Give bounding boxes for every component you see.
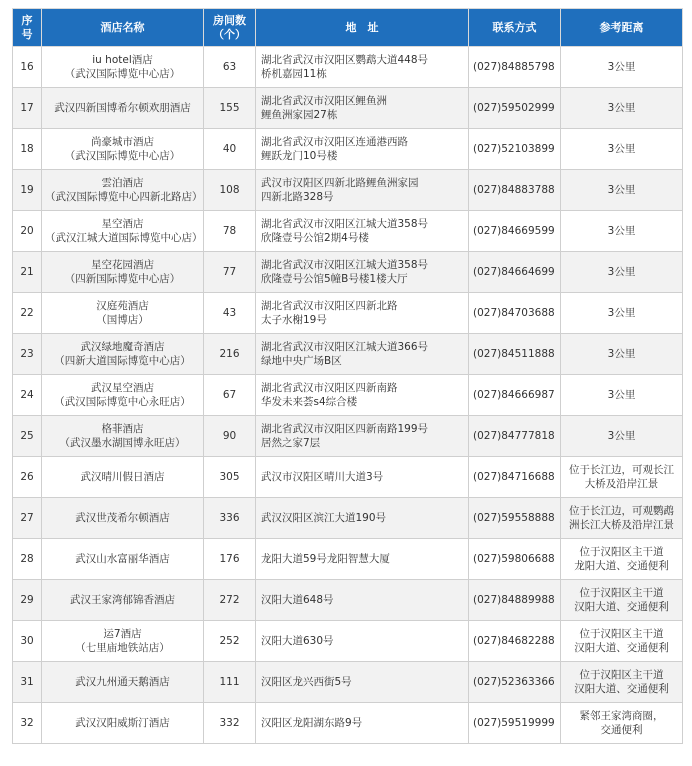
row-number-cell: 31 [13, 662, 42, 703]
room-count-cell: 40 [204, 129, 256, 170]
room-count-cell: 272 [204, 580, 256, 621]
row-number-cell: 20 [13, 211, 42, 252]
row-number-cell: 18 [13, 129, 42, 170]
hotel-name-cell [42, 293, 204, 334]
hotel-name-line: 星空酒店 [101, 218, 144, 230]
phone-cell: (027)84883788 [469, 170, 561, 211]
row-number-cell: 16 [13, 47, 42, 88]
distance-line: 紧邻王家湾商圈， [579, 710, 664, 722]
distance-cell [561, 621, 683, 662]
table-row [13, 129, 683, 170]
table-row [13, 580, 683, 621]
address-line: 湖北省武汉市汉阳区江城大道366号 [261, 341, 429, 353]
address-line: 居然之家7层 [261, 437, 321, 449]
hotel-name-cell [42, 457, 204, 498]
address-cell [256, 334, 469, 375]
address-line: 武汉市汉阳区四新北路鲤鱼洲家园 [261, 177, 419, 189]
header-address: 地 址 [256, 9, 469, 47]
hotel-name-cell [42, 170, 204, 211]
distance-cell [561, 170, 683, 211]
room-count-cell: 216 [204, 334, 256, 375]
row-number-cell: 19 [13, 170, 42, 211]
address-cell [256, 539, 469, 580]
distance-cell [561, 457, 683, 498]
table-row [13, 47, 683, 88]
phone-cell: (027)84703688 [469, 293, 561, 334]
row-number-cell: 24 [13, 375, 42, 416]
distance-cell [561, 580, 683, 621]
hotel-name-cell [42, 662, 204, 703]
room-count-cell: 43 [204, 293, 256, 334]
hotel-name-line: （武汉国际博览中心店） [64, 68, 181, 80]
address-line: 绿地中央广场B区 [261, 355, 342, 367]
hotel-name-line: 武汉汉阳威斯汀酒店 [75, 717, 170, 729]
table-row [13, 703, 683, 744]
distance-line: 位于长江边，可观鹦鹉 [569, 505, 674, 517]
distance-line: 位于汉阳区主干道 [579, 669, 664, 681]
address-line: 鲤鱼洲家园27栋 [261, 109, 338, 121]
hotel-name-line: 汉庭苑酒店 [96, 300, 149, 312]
address-cell [256, 252, 469, 293]
address-line: 四新北路328号 [261, 191, 334, 203]
distance-line: 3公里 [607, 225, 636, 237]
distance-cell [561, 252, 683, 293]
distance-line: 3公里 [607, 143, 636, 155]
room-count-cell: 77 [204, 252, 256, 293]
header-no: 序 号 [13, 9, 42, 47]
distance-line: 位于汉阳区主干道 [579, 628, 664, 640]
room-count-cell: 67 [204, 375, 256, 416]
hotel-name-line: （武汉国际博览中心永旺店） [54, 396, 191, 408]
hotel-name-line: iu hotel酒店 [92, 54, 153, 66]
phone-cell: (027)84666987 [469, 375, 561, 416]
table-row [13, 539, 683, 580]
address-line: 湖北省武汉市汉阳区江城大道358号 [261, 218, 429, 230]
hotel-name-line: （国博店） [96, 314, 149, 326]
hotel-name-cell [42, 621, 204, 662]
row-number-cell: 25 [13, 416, 42, 457]
hotel-name-line: （四新国际博览中心店） [64, 273, 181, 285]
hotel-name-line: 武汉晴川假日酒店 [80, 471, 165, 483]
hotel-name-line: 星空花园酒店 [91, 259, 154, 271]
room-count-cell: 336 [204, 498, 256, 539]
distance-line: 位于汉阳区主干道 [579, 587, 664, 599]
address-line: 汉阳大道648号 [261, 594, 334, 606]
distance-line: 交通便利 [600, 724, 643, 736]
distance-line: 3公里 [607, 266, 636, 278]
table-header-row [13, 9, 683, 47]
address-line: 湖北省武汉市汉阳区四新南路 [261, 382, 398, 394]
row-number-cell: 21 [13, 252, 42, 293]
distance-line: 3公里 [607, 348, 636, 360]
hotel-name-line: 武汉四新国博希尔顿欢朋酒店 [54, 102, 191, 114]
address-line: 欣隆壹号公馆5幢B号楼1楼大厅 [261, 273, 408, 285]
hotel-name-line: 运7酒店 [103, 628, 142, 640]
row-number-cell: 22 [13, 293, 42, 334]
hotel-name-cell [42, 47, 204, 88]
hotel-name-cell [42, 334, 204, 375]
distance-cell [561, 375, 683, 416]
table-row [13, 211, 683, 252]
distance-line: 龙阳大道、交通便利 [574, 560, 669, 572]
address-cell [256, 621, 469, 662]
distance-cell [561, 662, 683, 703]
table-row [13, 621, 683, 662]
hotel-name-cell [42, 539, 204, 580]
address-line: 湖北省武汉市汉阳区连通港西路 [261, 136, 408, 148]
phone-cell: (027)84889988 [469, 580, 561, 621]
distance-cell [561, 539, 683, 580]
table-row [13, 88, 683, 129]
address-cell [256, 129, 469, 170]
room-count-cell: 78 [204, 211, 256, 252]
address-cell [256, 662, 469, 703]
distance-cell [561, 416, 683, 457]
distance-cell [561, 88, 683, 129]
room-count-cell: 155 [204, 88, 256, 129]
hotel-name-cell [42, 416, 204, 457]
address-line: 汉阳大道630号 [261, 635, 334, 647]
phone-cell: (027)84777818 [469, 416, 561, 457]
header-contact: 联系方式 [469, 9, 561, 47]
table-body [13, 47, 683, 744]
room-count-cell: 90 [204, 416, 256, 457]
distance-line: 位于汉阳区主干道 [579, 546, 664, 558]
address-cell [256, 211, 469, 252]
hotel-name-line: 武汉世茂希尔顿酒店 [75, 512, 170, 524]
phone-cell: (027)59806688 [469, 539, 561, 580]
hotel-name-line: （武汉墨水湖国博永旺店） [59, 437, 186, 449]
hotel-name-cell [42, 703, 204, 744]
phone-cell: (027)84511888 [469, 334, 561, 375]
table-row [13, 457, 683, 498]
distance-line: 汉阳大道、交通便利 [574, 683, 669, 695]
distance-cell [561, 47, 683, 88]
hotel-name-line: 武汉星空酒店 [91, 382, 154, 394]
distance-line: 3公里 [607, 307, 636, 319]
table-row [13, 498, 683, 539]
distance-line: 3公里 [607, 102, 636, 114]
hotel-name-line: 武汉山水富丽华酒店 [75, 553, 170, 565]
table-row [13, 252, 683, 293]
address-cell [256, 293, 469, 334]
address-line: 武汉市汉阳区晴川大道3号 [261, 471, 384, 483]
hotel-name-line: （四新大道国际博览中心店） [54, 355, 191, 367]
distance-line: 汉阳大道、交通便利 [574, 642, 669, 654]
hotel-name-line: （武汉江城大道国际博览中心店） [45, 232, 203, 244]
distance-cell [561, 129, 683, 170]
table-row [13, 334, 683, 375]
row-number-cell: 29 [13, 580, 42, 621]
table-row [13, 293, 683, 334]
address-line: 汉阳区龙兴西街5号 [261, 676, 352, 688]
distance-line: 汉阳大道、交通便利 [574, 601, 669, 613]
distance-cell [561, 498, 683, 539]
address-cell [256, 47, 469, 88]
address-line: 武汉汉阳区滨江大道190号 [261, 512, 387, 524]
distance-line: 3公里 [607, 430, 636, 442]
address-cell [256, 416, 469, 457]
phone-cell: (027)52363366 [469, 662, 561, 703]
address-cell [256, 457, 469, 498]
hotel-name-cell [42, 129, 204, 170]
distance-line: 3公里 [607, 389, 636, 401]
phone-cell: (027)84716688 [469, 457, 561, 498]
distance-line: 洲长江大桥及沿岸江景 [569, 519, 674, 531]
phone-cell: (027)52103899 [469, 129, 561, 170]
address-line: 湖北省武汉市汉阳区鹦鹉大道448号 [261, 54, 429, 66]
room-count-cell: 108 [204, 170, 256, 211]
header-distance: 参考距离 [561, 9, 683, 47]
hotel-name-cell [42, 211, 204, 252]
room-count-cell: 252 [204, 621, 256, 662]
address-line: 湖北省武汉市汉阳区江城大道358号 [261, 259, 429, 271]
hotel-name-cell [42, 498, 204, 539]
hotel-name-line: 格菲酒店 [101, 423, 144, 435]
row-number-cell: 23 [13, 334, 42, 375]
hotel-name-cell [42, 375, 204, 416]
distance-cell [561, 293, 683, 334]
room-count-cell: 305 [204, 457, 256, 498]
address-cell [256, 375, 469, 416]
address-line: 龙阳大道59号龙阳智慧大厦 [261, 553, 390, 565]
hotel-name-cell [42, 88, 204, 129]
hotel-name-line: 武汉绿地魔奇酒店 [80, 341, 165, 353]
phone-cell: (027)84669599 [469, 211, 561, 252]
distance-cell [561, 334, 683, 375]
table-row [13, 375, 683, 416]
distance-line: 3公里 [607, 184, 636, 196]
address-cell [256, 88, 469, 129]
hotel-name-line: （七里庙地铁站店） [75, 642, 170, 654]
phone-cell: (027)84885798 [469, 47, 561, 88]
row-number-cell: 32 [13, 703, 42, 744]
distance-cell [561, 211, 683, 252]
header-name: 酒店名称 [42, 9, 204, 47]
hotel-name-line: 尚豪城市酒店 [91, 136, 154, 148]
row-number-cell: 17 [13, 88, 42, 129]
table-row [13, 416, 683, 457]
room-count-cell: 332 [204, 703, 256, 744]
header-rooms: 房间数 （个） [204, 9, 256, 47]
address-line: 华发未来荟s4综合楼 [261, 396, 358, 408]
hotel-name-line: （武汉国际博览中心四新北路店） [45, 191, 203, 203]
phone-cell: (027)84682288 [469, 621, 561, 662]
hotel-name-cell [42, 252, 204, 293]
room-count-cell: 176 [204, 539, 256, 580]
address-cell [256, 498, 469, 539]
room-count-cell: 111 [204, 662, 256, 703]
address-line: 欣隆壹号公馆2期4号楼 [261, 232, 369, 244]
address-line: 太子水榭19号 [261, 314, 327, 326]
row-number-cell: 26 [13, 457, 42, 498]
hotel-name-cell [42, 580, 204, 621]
address-cell [256, 703, 469, 744]
hotel-name-line: 武汉九州通天鹅酒店 [75, 676, 170, 688]
hotel-table [12, 8, 683, 744]
address-line: 桥机嘉园11栋 [261, 68, 327, 80]
hotel-name-line: 武汉王家湾郁锦香酒店 [70, 594, 175, 606]
address-line: 湖北省武汉市汉阳区鲤鱼洲 [261, 95, 387, 107]
room-count-cell: 63 [204, 47, 256, 88]
distance-line: 3公里 [607, 61, 636, 73]
distance-cell [561, 703, 683, 744]
row-number-cell: 30 [13, 621, 42, 662]
table-row [13, 170, 683, 211]
address-line: 湖北省武汉市汉阳区四新北路 [261, 300, 398, 312]
distance-line: 位于长江边，可观长江 [569, 464, 674, 476]
phone-cell: (027)59502999 [469, 88, 561, 129]
phone-cell: (027)84664699 [469, 252, 561, 293]
address-line: 鲤跃龙门10号楼 [261, 150, 338, 162]
phone-cell: (027)59558888 [469, 498, 561, 539]
address-cell [256, 170, 469, 211]
address-line: 湖北省武汉市汉阳区四新南路199号 [261, 423, 429, 435]
row-number-cell: 28 [13, 539, 42, 580]
address-cell [256, 580, 469, 621]
phone-cell: (027)59519999 [469, 703, 561, 744]
table-row [13, 662, 683, 703]
hotel-name-line: 雲泊酒店 [101, 177, 144, 189]
hotel-name-line: （武汉国际博览中心店） [64, 150, 181, 162]
address-line: 汉阳区龙阳湖东路9号 [261, 717, 363, 729]
row-number-cell: 27 [13, 498, 42, 539]
distance-line: 大桥及沿岸江景 [584, 478, 659, 490]
